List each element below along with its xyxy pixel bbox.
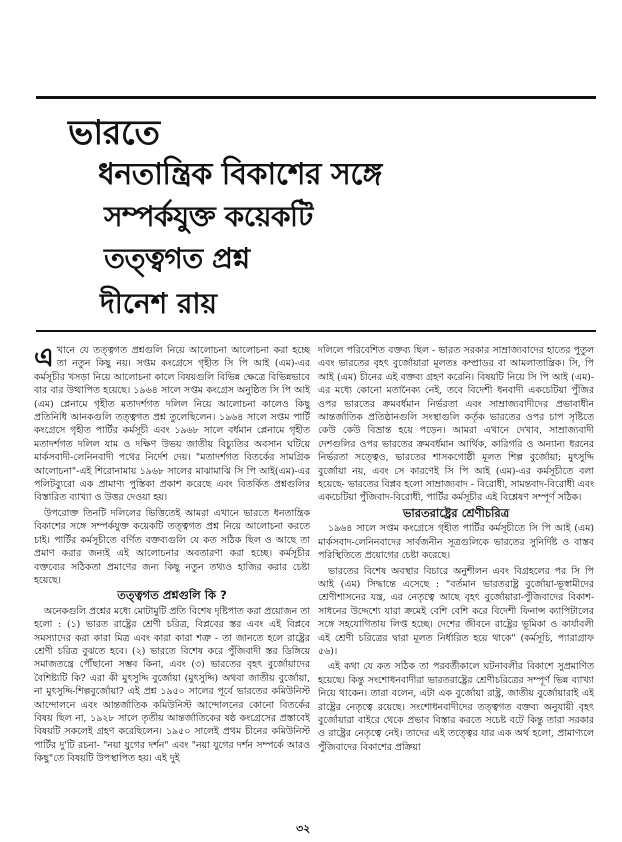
paragraph-text: খানে যে তত্ত্বগত প্রশ্নগুলি নিয়ে আলোচনা আলোচনা করা হচ্ছে তা নতুন কিছু নয়। সপ্তম কংগ্রেসে গৃহীত সি পি আই (এম)-এর কর্মসূচীর খসড়া নিয়ে আলোচনা কালে বিষয়গুলি বিভিন্ন ক্ষেত্রে বিভিন্নভাবে বার বার উত্থাপিত হয়েছে। ১৯৬৪ সালে সপ্তম কংগ্রেস অনুষ্ঠিত সি পি আই (এম) প্লেনামে গৃহীত মতাদর্শগত দলিল নিয়ে আলোচনা কালেও কিছু প্রতিনিধি আনকগুলি তত্ত্বগত প্রশ্ন তুলেছিলেন। ১৯৬৪ সালে সপ্তম পার্টি কংগ্রেসে গৃহীত পার্টির কর্মসূচী এবং ১৯৬৮ সালে বর্ধমান প্লেনামে গৃহীত মতাদর্শগত দলিল যাম ও দক্ষিণ উভয় জাতীয় বিচ্যুতির অবসান ঘটিয়ে মার্কসবাদী-লেনিনবাদী পথের নির্দেশ দেয়। "মতাদর্শগত বিতর্কের সামগ্রিক আলোচনা"-এই শিরোনামায় ১৯৬৮ সালের মাঝামাঝি সি পি আই(এম)-এর পলিটব্যুরো এক প্রামাণ্য পুস্তিকা প্রকাশ করেছে এবং বিতর্কিত প্রশ্নগুলির বিস্তারিত ব্যাখ্যা ও উত্তর দেওয়া হয়।: [34, 345, 310, 504]
title-line-4: তত্ত্বগত প্রশ্ন: [104, 242, 250, 275]
section-subheading: ভারতরাষ্ট্রের শ্রেণীচরিত্র: [402, 505, 510, 520]
drop-cap: এ: [34, 344, 54, 373]
article-title: [60, 112, 580, 280]
byline-rule: [36, 330, 596, 332]
paragraph: ১৯৬৪ সালে সপ্তম কংগ্রেসে গৃহীত পার্টির কর্মসূচীতে সি পি আই (এম) মার্কসবাদ-লেনিনবাদের সার্বজনীন সূত্রগুলিকে ভারতের সুনির্দিষ্ট ও বাস্তব পরিস্থিতিতে প্রয়োগের চেষ্টা করেছে।: [318, 523, 594, 562]
section-subheading: তত্ত্বগত প্রশ্নগুলি কি ?: [117, 588, 227, 603]
paragraph: [34, 344, 310, 505]
paragraph: দলিলে পরিবেশিত বক্তব্য ছিল - ভারত সরকার সাম্রাজ্যবাদের হাতের পুতুল এবং ভারতের বৃহৎ বুর্জোয়ারা মূলতঃ কম্প্রাডর বা আমলাতান্ত্রিক। সি, পি আই (এম) চীনের এই বক্তব্য গ্রহণ করেনি। বিষয়টি নিয়ে সি পি আই (এম)-এর মধ্যে কোনো মতানৈক্য নেই, তবে বিদেশী ধনবাদী একচেটিয়া পুঁজির ওপর ভারতের ক্রমবর্ধমান নির্ভরতা এবং সাম্রাজ্যবাদীদের প্রভাবাধীন আন্তর্জাতিক প্রতিষ্ঠানগুলি সংস্থাগুলি কর্তৃক ভারতের ওপর চাপ সৃষ্টিতে কেউ কেউ বিভ্রান্ত হয়ে পড়েন। আমরা এখানে দেখাব, সাম্রাজ্যবাদী দেশগুলির ওপর ভারতের ক্রমবর্ধমান আর্থিক, কারিগরি ও অন্যান্য ধরনের নির্ভরতা সত্ত্বেও, ভারতের শাসকগোষ্ঠী মূলত শিল্প বুর্জোয়া; মুৎসুদ্দি বুর্জোয়া নয়, এবং সে কারণেই সি পি আই (এম)-এর কর্মসূচীতে বলা হয়েছে- ভারতের বিপ্লব হলো সাম্রাজ্যবাদ - বিরোধী, সামন্তবাদ-বিরোধী এবং একচেটিয়া পুঁজিবাদ-বিরোধী, পার্টির কর্মসূচীর এই বিশ্লেষণ সম্পূর্ণ সঠিক।: [318, 345, 594, 504]
title-line-1: ভারতে: [68, 113, 160, 153]
top-rule: [36, 96, 596, 99]
paragraph: অনেকগুলি প্রশ্নের মধ্যে মোটামুটি প্রতি বিশেষ দৃষ্টিপাত করা প্রয়োজন তা হলো : (১) ভারত রাষ্ট্রের শ্রেণী চরিত্র, বিপ্লবের স্তর এবং এই বিপ্লবে সমস্যাদের করা কারা মিত্র এবং কারা কারা শত্রু - তা জানতে হলে রাষ্ট্রের শ্রেণী চরিত্র বুঝতে হবে। (২) ভারতে বিশেষ করে পুঁজিবাদী স্তর ডিঙ্গিয়ে সমাজতন্ত্রে পৌঁছানো সম্ভব কিনা, এবং (৩) ভারতের বৃহৎ বুর্জোয়াদের বৈশিষ্ট্যটি কি? এরা কী মুৎসুদ্দি বুর্জোয়া (মুৎসুদ্দি) অথবা জাতীয় বুর্জোয়া, না মুৎসুদ্দি-শিল্পবুর্জোয়া? এই প্রশ্ন ১৯৫০ সালের পূর্বে ভারতের কমিউনিস্ট আন্দোলনে এবং আন্তর্জাতিক কমিউনিস্ট আন্দোলনের কোনো বিতর্কের বিষয় ছিল না, ১৯২৮ সালে তৃতীয় আন্তর্জাতিকের ষষ্ঠ কংগ্রেসের প্রস্তাবেই বিষয়টি সকলেই গ্রহণ করেছিলেন। ১৯৫০ সালেই প্রথম চীনের কমিউনিস্ট পার্টির দু'টি রচনা- "নয়া যুগের দর্শন" এবং "নয়া যুগের দর্শন সম্পর্কে আরও কিছু"তে বিষয়টি উপস্থাপিত হয়। এই দুই: [34, 605, 310, 765]
title-line-2: ধনতান্ত্রিক বিকাশের সঙ্গে: [98, 157, 382, 192]
left-column: [34, 344, 310, 814]
page-number: ৩২: [296, 822, 311, 835]
paragraph: ভারতের বিশেষ অবস্থার বিচারে অনুশীলন এবং বিগ্রহলের পর সি পি আই (এম) সিদ্ধান্তে এসেছে : "বর্তমান ভারতরাষ্ট্র বুর্জোয়া-ভূস্বামীদের শ্রেণীশাসনের যন্ত্র, এর নেতৃত্বে আছে বৃহৎ বুর্জোয়ারা-পুঁজিবাদের বিকাশ-সাধনের উদ্দেশ্যে যারা ক্রমেই বেশি বেশি করে বিদেশী ফিনান্স ক্যাপিটালের সঙ্গে সহযোগিতায় লিপ্ত হচ্ছে। দেশের জীবনে রাষ্ট্রের ভূমিকা ও কার্যাবলী এই শ্রেণী চরিত্রের দ্বারা মূলত নির্ধারিত হয়ে থাকে" (কর্মসূচি, প্যারাগ্রাফ ৫৬)।: [318, 565, 594, 657]
title-line-3: সম্পর্কযুক্ত কয়েকটি: [104, 200, 313, 233]
paragraph: উপরোক্ত তিনটি দলিলের ভিত্তিতেই আমরা এখানে ভারতে ধনতান্ত্রিক বিকাশের সঙ্গে সম্পর্কযুক্ত কয়েকটি তত্ত্বগত প্রশ্ন নিয়ে আলোচনা করতে চাই। পার্টির কর্মসূচীতে বর্ণিত বক্তব্যগুলি যে কত সঠিক ছিল ও আছে তা প্রমাণ করার জন্যই এই আলোচনার অবতারণা করা হচ্ছে। কর্মসূচীর বক্তব্যের সঠিকতা প্রমাণের জন্য কিছু নতুন তথ্যও হাজির করার চেষ্টা হয়েছে।: [34, 507, 310, 586]
paragraph: এই কথা যে কত সঠিক তা পরবর্তীকালে ঘটনাবলীর বিকাশে সুপ্রমাণিত হয়েছে। কিন্তু সংশোধনবাদীরা ভারতরাষ্ট্রের শ্রেণীচরিত্রের সম্পূর্ণ ভিন্ন ব্যাখ্যা নিয়ে থাকেন। তারা বলেন, এটা এক বুর্জোয়া রাষ্ট্র, জাতীয় বুর্জোয়ারাই এই রাষ্ট্রের নেতৃত্বে রয়েছে। সংশোধনবাদীদের তত্ত্বগত বক্তব্য অনুযায়ী বৃহৎ বুর্জোয়ারা বাইরে থেকে প্রভাব বিস্তার করতে সচেষ্ট বটে কিন্তু তারা সরকার ও রাষ্ট্রের নেতৃত্বে নেই। তাদের এই তত্ত্বের যার এক অর্থ হলো, প্রামাণ্যলে পুঁজিবাদের বিকাশের প্রক্রিয়া: [318, 661, 594, 753]
author-name: দীনেশ রায়: [100, 287, 218, 320]
right-column: [318, 344, 594, 814]
